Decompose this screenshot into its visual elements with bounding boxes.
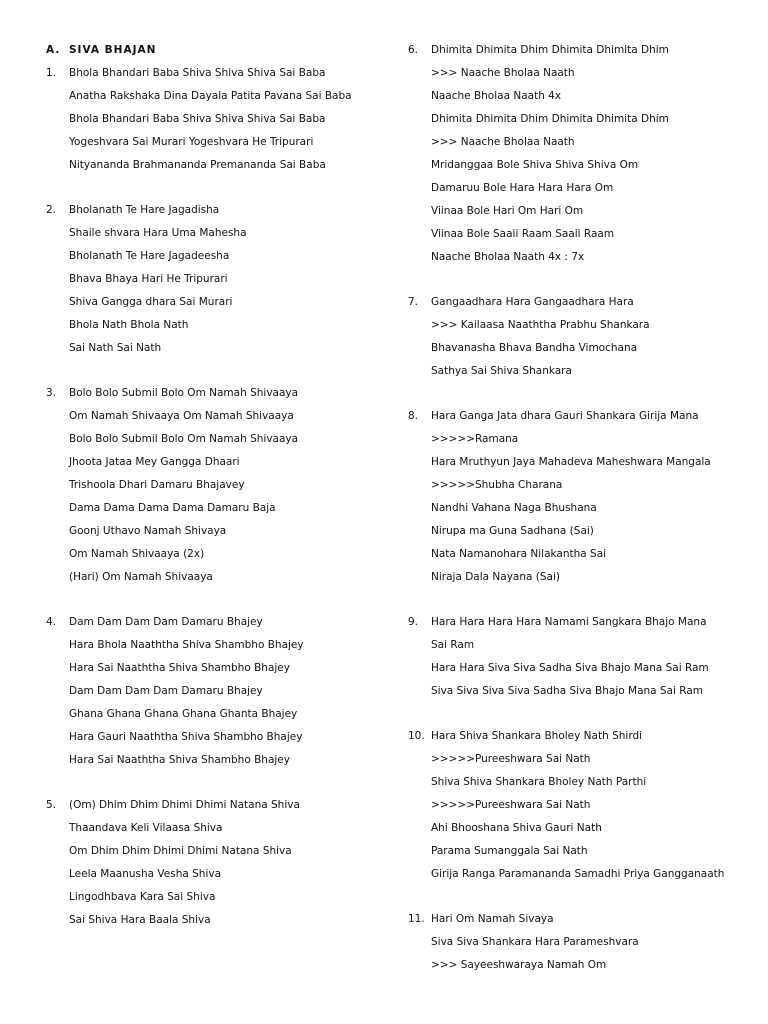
song-line [408,359,724,382]
song-line [46,313,376,336]
song-line [46,816,376,839]
section-heading [46,38,376,61]
song-line [46,221,376,244]
song-line [408,747,724,770]
song-line [408,793,724,816]
section-label: A. [46,43,61,56]
song-line [408,907,724,930]
song-line-text: Hara Ganga Jata dhara Gauri Shankara Girija Mana [431,409,699,422]
song-line-text: Jhoota Jataa Mey Gangga Dhaari [69,455,240,468]
song-line-text: Goonj Uthavo Namah Shivaya [69,524,227,537]
song-line-text: Lingodhbava Kara Sai Shiva [69,890,216,903]
song-line-text: Hara Sai Naaththa Shiva Shambho Bhajey [69,753,290,766]
song-line-text: >>> Naache Bholaa Naath [431,135,575,148]
song-line-text: Naache Bholaa Naath 4x : 7x [431,250,585,263]
song-line-text: Bolo Bolo Submil Bolo Om Namah Shivaaya [69,432,299,445]
song-line-text: Bhola Bhandari Baba Shiva Shiva Shiva Sai Baba [69,66,326,79]
song-line-text: Bholanath Te Hare Jagadeesha [69,249,230,262]
song-line [408,519,724,542]
song-block [408,404,724,588]
song-line [46,496,376,519]
song-line [408,176,724,199]
song-line [408,953,724,976]
song-line-text: Hara Hara Hara Hara Namami Sangkara Bhajo Mana [431,615,707,628]
song-line-text: Hara Hara Siva Siva Sadha Siva Bhajo Mana Sai Ram [431,661,709,674]
song-line [408,679,724,702]
song-line [46,267,376,290]
song-line-text: Hara Shiva Shankara Bholey Nath Shirdi [431,729,643,742]
song-line [46,84,376,107]
song-line [46,61,376,84]
song-line-text: Mridanggaa Bole Shiva Shiva Shiva Om [431,158,639,171]
song-line-text: Niraja Dala Nayana (Sai) [431,570,560,583]
song-line [408,450,724,473]
song-line-text: Ahi Bhooshana Shiva Gauri Nath [431,821,602,834]
song-block [46,610,376,771]
song-line-text: Hara Mruthyun Jaya Mahadeva Maheshwara Mangala [431,455,711,468]
song-line [408,153,724,176]
song-line-text: >>>>>Pureeshwara Sai Nath [431,752,591,765]
song-line-text: Shiva Shiva Shankara Bholey Nath Parthi [431,775,647,788]
song-line [408,862,724,885]
song-block [408,907,724,976]
song-line [408,610,724,633]
song-line [46,862,376,885]
song-line [408,336,724,359]
song-line-text: Om Dhim Dhim Dhimi Dhimi Natana Shiva [69,844,292,857]
song-line [408,565,724,588]
song-number: 5. [46,798,57,811]
song-line-text: Bhavanasha Bhava Bandha Vimochana [431,341,638,354]
song-number: 4. [46,615,57,628]
song-line [46,130,376,153]
song-line [408,38,724,61]
left-column [46,38,376,953]
song-line [408,222,724,245]
song-line-text: Shaile shvara Hara Uma Mahesha [69,226,247,239]
song-line-text: Bhola Bhandari Baba Shiva Shiva Shiva Sai Baba [69,112,326,125]
song-line [46,244,376,267]
song-line-text: Sai Ram [431,638,475,651]
song-line [46,908,376,931]
song-line [46,702,376,725]
song-line-text: Siva Siva Siva Siva Sadha Siva Bhajo Mana Sai Ram [431,684,704,697]
song-line [408,633,724,656]
song-line [46,404,376,427]
song-number: 3. [46,386,57,399]
song-line-text: Bolo Bolo Submil Bolo Om Namah Shivaaya [69,386,299,399]
song-block [46,198,376,359]
song-line-text: Bhola Nath Bhola Nath [69,318,189,331]
song-line-text: Bholanath Te Hare Jagadisha [69,203,220,216]
song-line-text: Shiva Gangga dhara Sai Murari [69,295,233,308]
song-line-text: Om Namah Shivaaya Om Namah Shivaaya [69,409,294,422]
song-line [46,519,376,542]
song-line [408,199,724,222]
song-line-text: >>> Naache Bholaa Naath [431,66,575,79]
song-number: 10. [408,729,425,742]
song-line [408,930,724,953]
song-line-text: Thaandava Keli Vilaasa Shiva [69,821,223,834]
song-line [408,404,724,427]
song-line-text: Dam Dam Dam Dam Damaru Bhajey [69,684,263,697]
song-number: 8. [408,409,419,422]
song-line-text: Viinaa Bole Saaii Raam Saaii Raam [431,227,615,240]
section-title: SIVA BHAJAN [69,43,157,56]
song-line-text: >>> Sayeeshwaraya Namah Om [431,958,607,971]
song-line-text: Anatha Rakshaka Dina Dayala Patita Pavana Sai Baba [69,89,352,102]
song-line-text: >>>>>Pureeshwara Sai Nath [431,798,591,811]
song-line [46,839,376,862]
song-line [46,725,376,748]
song-number: 2. [46,203,57,216]
song-line-text: Sathya Sai Shiva Shankara [431,364,572,377]
song-line [46,542,376,565]
song-line-text: Om Namah Shivaaya (2x) [69,547,205,560]
song-line-text: Parama Sumanggala Sai Nath [431,844,588,857]
song-line [46,885,376,908]
song-block [408,290,724,382]
song-line [46,748,376,771]
song-line-text: Sai Shiva Hara Baala Shiva [69,913,211,926]
song-number: 6. [408,43,419,56]
song-line-text: (Hari) Om Namah Shivaaya [69,570,213,583]
song-number: 11. [408,912,425,925]
song-line [46,290,376,313]
song-line-text: Dhimita Dhimita Dhim Dhimita Dhimita Dhim [431,43,669,56]
song-line-text: Viinaa Bole Hari Om Hari Om [431,204,584,217]
right-song-list [408,38,724,976]
song-line [408,542,724,565]
song-line-text: Hari Om Namah Sivaya [431,912,554,925]
song-line-text: Girija Ranga Paramananda Samadhi Priya Gangganaath [431,867,725,880]
song-line-text: >>> Kailaasa Naaththa Prabhu Shankara [431,318,650,331]
song-line-text: Nandhi Vahana Naga Bhushana [431,501,597,514]
song-line [408,84,724,107]
song-line-text: >>>>>Shubha Charana [431,478,563,491]
song-block [408,38,724,268]
song-line-text: Bhava Bhaya Hari He Tripurari [69,272,228,285]
song-block [408,724,724,885]
song-number: 7. [408,295,419,308]
song-line-text: Siva Siva Shankara Hara Parameshvara [431,935,639,948]
song-line [408,724,724,747]
song-line [46,336,376,359]
song-line-text: (Om) Dhim Dhim Dhimi Dhimi Natana Shiva [69,798,300,811]
song-line [408,770,724,793]
song-line-text: Dama Dama Dama Dama Damaru Baja [69,501,276,514]
song-block [46,381,376,588]
right-column [408,38,724,998]
song-line-text: Trishoola Dhari Damaru Bhajavey [69,478,245,491]
song-block [46,793,376,931]
song-number: 1. [46,66,57,79]
song-line [46,198,376,221]
song-line [408,245,724,268]
song-line [46,610,376,633]
song-line [408,427,724,450]
song-line [408,130,724,153]
song-line-text: Dam Dam Dam Dam Damaru Bhajey [69,615,263,628]
song-line [408,290,724,313]
song-line-text: Ghana Ghana Ghana Ghana Ghanta Bhajey [69,707,298,720]
song-line [46,793,376,816]
song-line-text: Nata Namanohara Nilakantha Sai [431,547,607,560]
song-line [408,496,724,519]
song-line-text: Hara Gauri Naaththa Shiva Shambho Bhajey [69,730,303,743]
song-line [46,107,376,130]
song-line [408,656,724,679]
song-line [408,839,724,862]
song-line [46,656,376,679]
song-line-text: Damaruu Bole Hara Hara Hara Om [431,181,614,194]
song-line [408,816,724,839]
song-line-text: Sai Nath Sai Nath [69,341,162,354]
song-line-text: Yogeshvara Sai Murari Yogeshvara He Tripurari [69,135,314,148]
song-line [46,427,376,450]
song-line [46,450,376,473]
song-line [46,565,376,588]
song-line-text: Leela Maanusha Vesha Shiva [69,867,222,880]
song-line [46,381,376,404]
song-line-text: Hara Sai Naaththa Shiva Shambho Bhajey [69,661,290,674]
song-line-text: Nirupa ma Guna Sadhana (Sai) [431,524,594,537]
song-line-text: Nityananda Brahmananda Premananda Sai Baba [69,158,326,171]
song-line-text: Naache Bholaa Naath 4x [431,89,562,102]
song-line [46,679,376,702]
song-line-text: >>>>>Ramana [431,432,519,445]
song-line [408,107,724,130]
left-song-list [46,61,376,931]
song-line-text: Gangaadhara Hara Gangaadhara Hara [431,295,634,308]
song-line [46,633,376,656]
song-line-text: Dhimita Dhimita Dhim Dhimita Dhimita Dhim [431,112,669,125]
song-number: 9. [408,615,419,628]
song-block [408,610,724,702]
song-line [46,153,376,176]
song-line-text: Hara Bhola Naaththa Shiva Shambho Bhajey [69,638,304,651]
song-block [46,61,376,176]
song-line [408,61,724,84]
song-line [46,473,376,496]
song-line [408,473,724,496]
song-line [408,313,724,336]
